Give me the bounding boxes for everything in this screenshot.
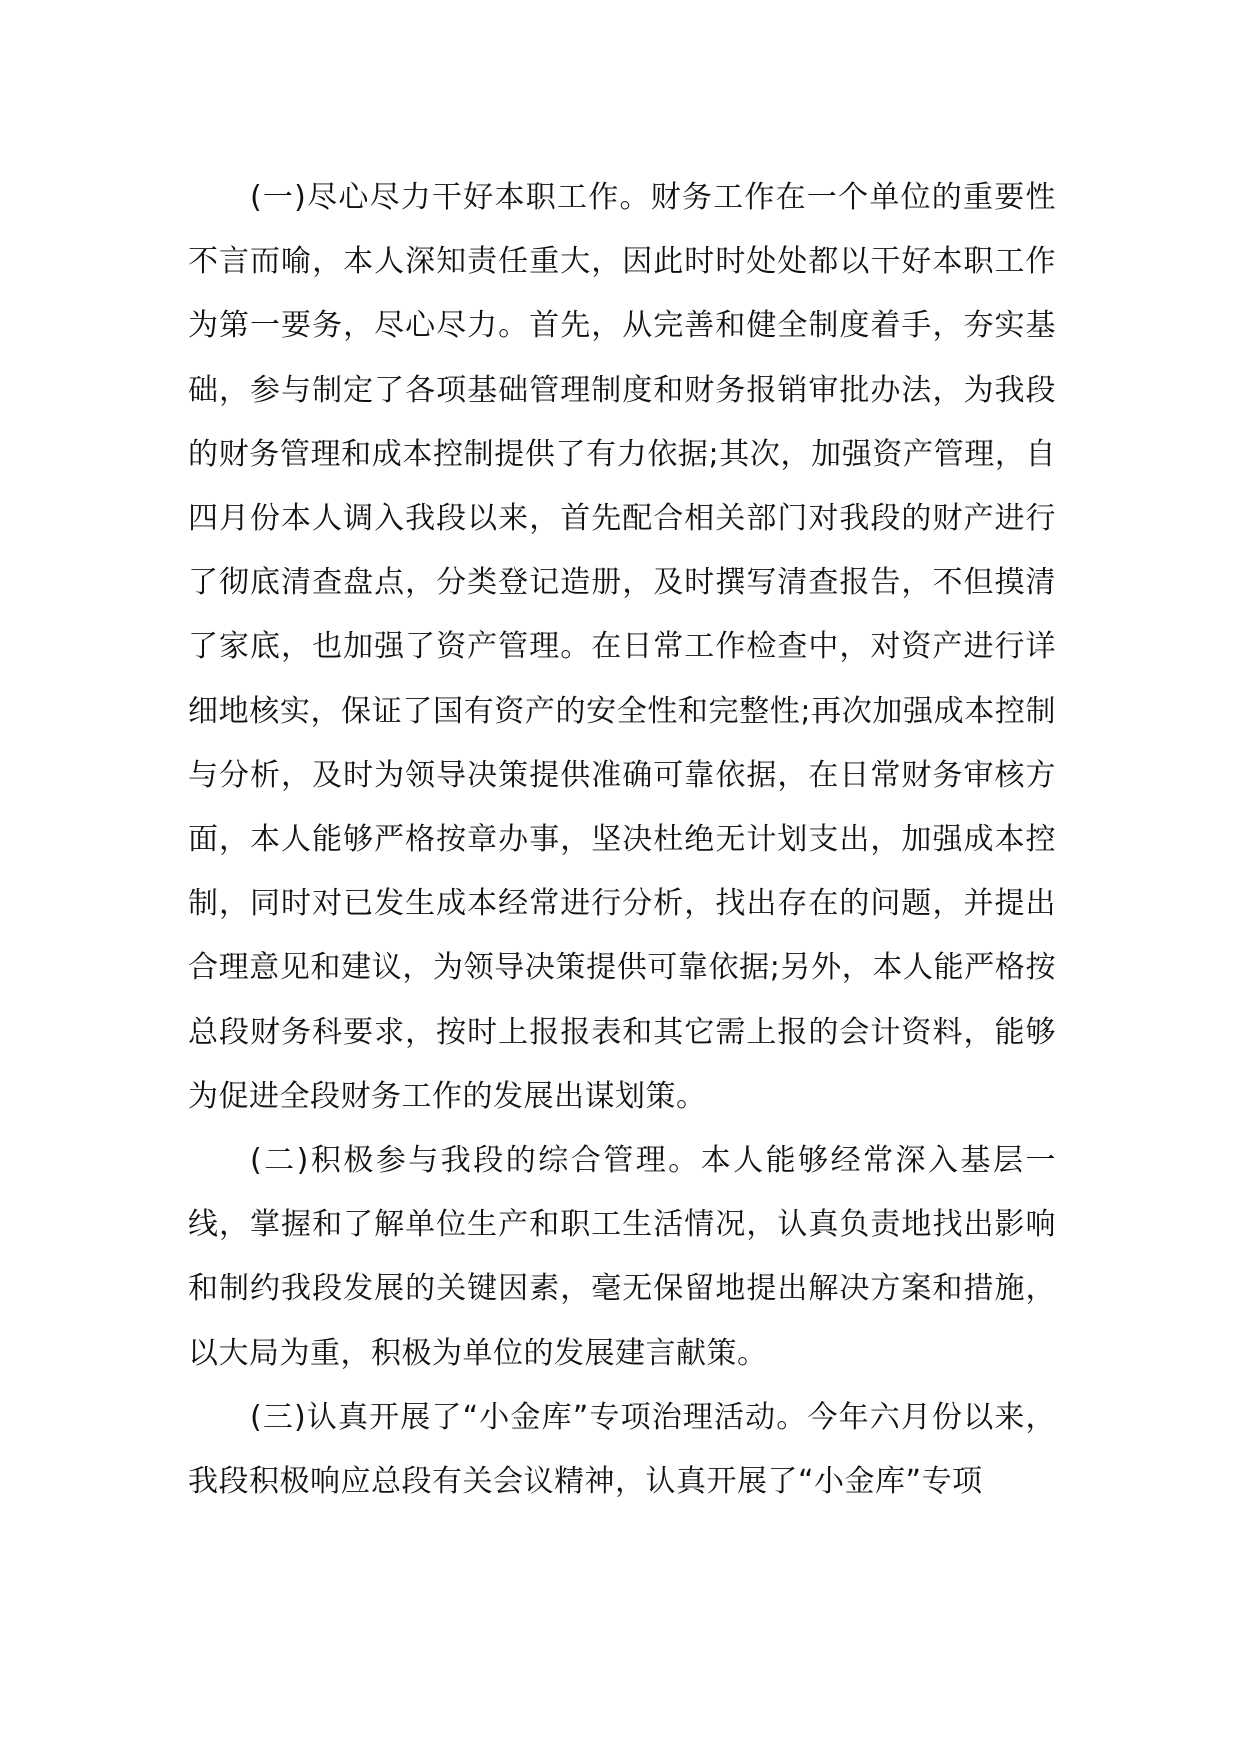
document-body — [188, 166, 1056, 1514]
paragraph-treasury-campaign: (三)认真开展了“小金库”专项治理活动。今年六月份以来，我段积极响应总段有关会议精神，认真开展了“小金库”专项 — [188, 1399, 1056, 1500]
paragraph-management: (二)积极参与我段的综合管理。本人能够经常深入基层一线，掌握和了解单位生产和职工生活情况，认真负责地找出影响和制约我段发展的关键因素，毫无保留地提出解决方案和措施，以大局为重，积极为单位的发展建言献策。 — [188, 1143, 1056, 1371]
paragraph-duties: (一)尽心尽力干好本职工作。财务工作在一个单位的重要性不言而喻，本人深知责任重大，因此时时处处都以干好本职工作为第一要务，尽心尽力。首先，从完善和健全制度着手，夯实基础，参与制定了各项基础管理制度和财务报销审批办法，为我段的财务管理和成本控制提供了有力依据;其次，加强资产管理，自四月份本人调入我段以来，首先配合相关部门对我段的财产进行了彻底清查盘点，分类登记造册，及时撰写清查报告，不但摸清了家底，也加强了资产管理。在日常工作检查中，对资产进行详细地核实，保证了国有资产的安全性和完整性;再次加强成本控制与分析，及时为领导决策提供准确可靠依据，在日常财务审核方面，本人能够严格按章办事，坚决杜绝无计划支出，加强成本控制，同时对已发生成本经常进行分析，找出存在的问题，并提出合理意见和建议，为领导决策提供可靠依据;另外，本人能严格按总段财务科要求，按时上报报表和其它需上报的会计资料，能够为促进全段财务工作的发展出谋划策。 — [188, 180, 1056, 1114]
